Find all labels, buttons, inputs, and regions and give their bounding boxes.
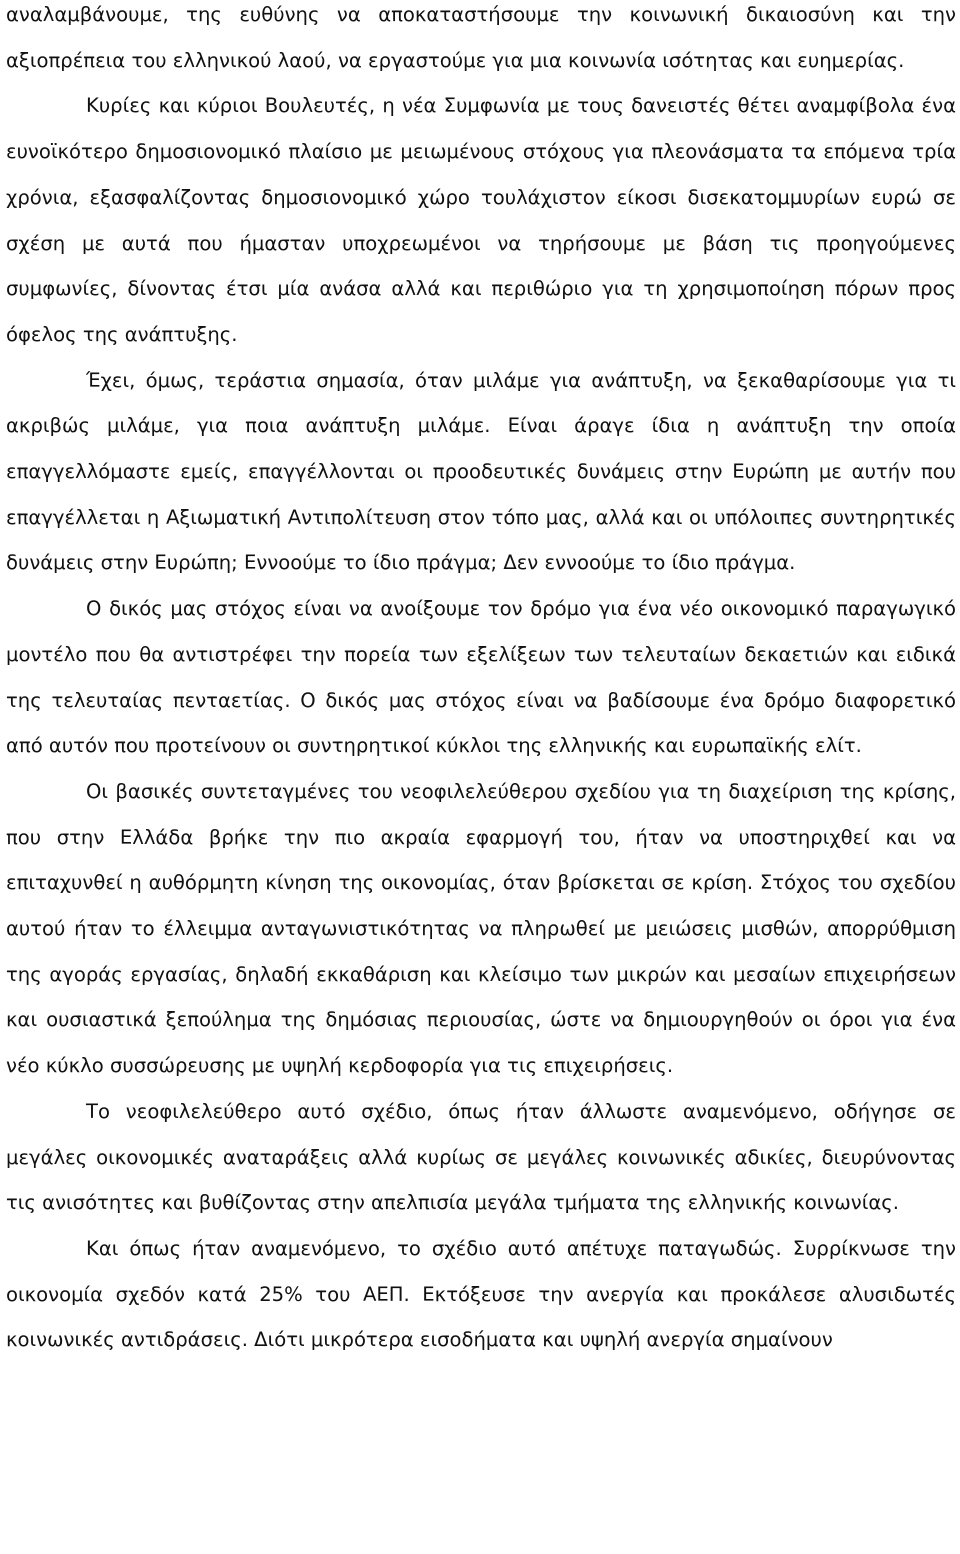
- paragraph-7: Και όπως ήταν αναμενόμενο, το σχέδιο αυτό απέτυχε παταγωδώς. Συρρίκνωσε την οικονομία σχεδόν κατά 25% του ΑΕΠ. Εκτόξευσε την ανεργία και προκάλεσε αλυσιδωτές κοινωνικές αντιδράσεις. Διότι μικρότερα εισοδήματα και υψηλή ανεργία σημαίνουν: [6, 1236, 956, 1352]
- paragraph-1: αναλαμβάνουμε, της ευθύνης να αποκαταστήσουμε την κοινωνική δικαιοσύνη και την αξιοπρέπεια του ελληνικού λαού, να εργαστούμε για μια κοινωνία ισότητας και ευημερίας.: [6, 3, 956, 72]
- document-body: [6, 0, 956, 1363]
- paragraph-6: Το νεοφιλελεύθερο αυτό σχέδιο, όπως ήταν άλλωστε αναμενόμενο, οδήγησε σε μεγάλες οικονομικές αναταράξεις αλλά κυρίως σε μεγάλες κοινωνικές αδικίες, διευρύνοντας τις ανισότητες και βυθίζοντας στην απελπισία μεγάλα τμήματα της ελληνικής κοινωνίας.: [6, 1099, 956, 1215]
- paragraph-3: Έχει, όμως, τεράστια σημασία, όταν μιλάμε για ανάπτυξη, να ξεκαθαρίσουμε για τι ακριβώς μιλάμε, για ποια ανάπτυξη μιλάμε. Είναι άραγε ίδια η ανάπτυξη την οποία επαγγελλόμαστε εμείς, επαγγέλλονται οι προοδευτικές δυνάμεις στην Ευρώπη με αυτήν που επαγγέλλεται η Αξιωματική Αντιπολίτευση στον τόπο μας, αλλά και οι υπόλοιπες συντηρητικές δυνάμεις στην Ευρώπη; Εννοούμε το ίδιο πράγμα; Δεν εννοούμε το ίδιο πράγμα.: [6, 368, 956, 575]
- paragraph-5: Οι βασικές συντεταγμένες του νεοφιλελεύθερου σχεδίου για τη διαχείριση της κρίσης, που στην Ελλάδα βρήκε την πιο ακραία εφαρμογή του, ήταν να υποστηριχθεί και να επιταχυνθεί η αυθόρμητη κίνηση της οικονομίας, όταν βρίσκεται σε κρίση. Στόχος του σχεδίου αυτού ήταν το έλλειμμα ανταγωνιστικότητας να πληρωθεί με μειώσεις μισθών, απορρύθμιση της αγοράς εργασίας, δηλαδή εκκαθάριση και κλείσιμο των μικρών και μεσαίων επιχειρήσεων και ουσιαστικά ξεπούλημα της δημόσιας περιουσίας, ώστε να δημιουργηθούν οι όροι για ένα νέο κύκλο συσσώρευσης με υψηλή κερδοφορία για τις επιχειρήσεις.: [6, 779, 956, 1078]
- paragraph-2: Κυρίες και κύριοι Βουλευτές, η νέα Συμφωνία με τους δανειστές θέτει αναμφίβολα ένα ευνοϊκότερο δημοσιονομικό πλαίσιο με μειωμένους στόχους για πλεονάσματα τα επόμενα τρία χρόνια, εξασφαλίζοντας δημοσιονομικό χώρο τουλάχιστον είκοσι δισεκατομμυρίων ευρώ σε σχέση με αυτά που ήμασταν υποχρεωμένοι να τηρήσουμε με βάση τις προηγούμενες συμφωνίες, δίνοντας έτσι μία ανάσα αλλά και περιθώριο για τη χρησιμοποίηση πόρων προς όφελος της ανάπτυξης.: [6, 94, 956, 346]
- paragraph-4: Ο δικός μας στόχος είναι να ανοίξουμε τον δρόμο για ένα νέο οικονομικό παραγωγικό μοντέλο που θα αντιστρέφει την πορεία των εξελίξεων των τελευταίων δεκαετιών και ειδικά της τελευταίας πενταετίας. Ο δικός μας στόχος είναι να βαδίσουμε ένα δρόμο διαφορετικό από αυτόν που προτείνουν οι συντηρητικοί κύκλοι της ελληνικής και ευρωπαϊκής ελίτ.: [6, 597, 956, 758]
